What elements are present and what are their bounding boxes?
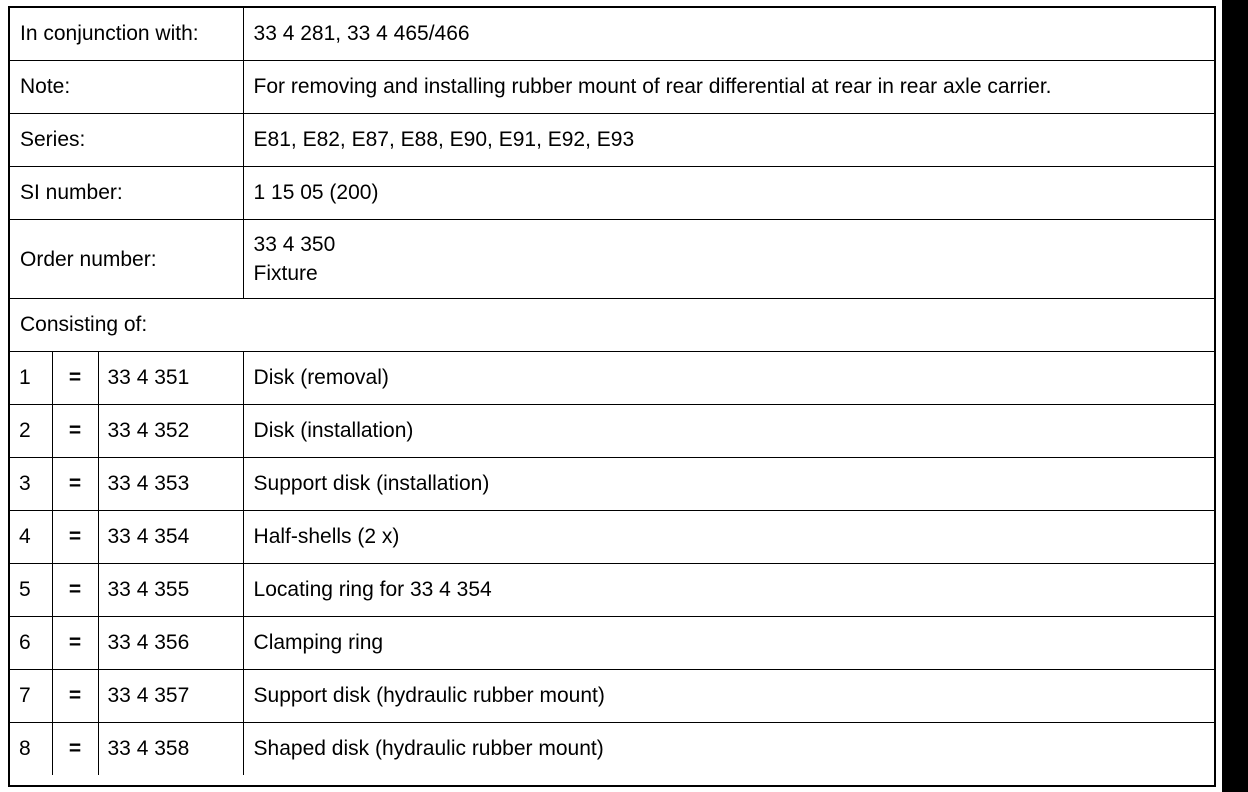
part-number: 33 4 353 <box>98 458 243 511</box>
part-row <box>10 564 1214 617</box>
part-description: Clamping ring <box>243 617 1214 670</box>
part-equals-sign: = <box>52 458 98 511</box>
part-description: Support disk (installation) <box>243 458 1214 511</box>
order-number: 33 4 350 <box>253 233 336 256</box>
part-number: 33 4 355 <box>98 564 243 617</box>
order-name: Fixture <box>253 262 318 285</box>
part-index: 1 <box>10 352 52 405</box>
si-number-row <box>10 167 1214 220</box>
series-row <box>10 114 1214 167</box>
part-row <box>10 617 1214 670</box>
part-index: 3 <box>10 458 52 511</box>
part-number: 33 4 354 <box>98 511 243 564</box>
order-number-value <box>243 220 1214 299</box>
part-index: 8 <box>10 723 52 776</box>
part-equals-sign: = <box>52 352 98 405</box>
part-equals-sign: = <box>52 405 98 458</box>
note-row <box>10 61 1214 114</box>
note-label: Note: <box>10 61 243 114</box>
part-index: 5 <box>10 564 52 617</box>
part-number: 33 4 351 <box>98 352 243 405</box>
consisting-of-label: Consisting of: <box>10 299 1214 352</box>
specification-table <box>10 8 1214 775</box>
series-label: Series: <box>10 114 243 167</box>
part-row <box>10 723 1214 776</box>
consisting-of-row <box>10 299 1214 352</box>
si-number-label: SI number: <box>10 167 243 220</box>
part-equals-sign: = <box>52 511 98 564</box>
part-description: Disk (installation) <box>243 405 1214 458</box>
part-index: 2 <box>10 405 52 458</box>
part-description: Disk (removal) <box>243 352 1214 405</box>
part-equals-sign: = <box>52 617 98 670</box>
part-description: Locating ring for 33 4 354 <box>243 564 1214 617</box>
part-index: 7 <box>10 670 52 723</box>
si-number-value: 1 15 05 (200) <box>243 167 1214 220</box>
part-index: 6 <box>10 617 52 670</box>
series-value: E81, E82, E87, E88, E90, E91, E92, E93 <box>243 114 1214 167</box>
part-number: 33 4 357 <box>98 670 243 723</box>
part-index: 4 <box>10 511 52 564</box>
part-equals-sign: = <box>52 564 98 617</box>
part-row <box>10 405 1214 458</box>
part-row <box>10 458 1214 511</box>
note-value: For removing and installing rubber mount of rear differential at rear in rear axle carrier. <box>243 61 1214 114</box>
part-number: 33 4 356 <box>98 617 243 670</box>
part-number: 33 4 358 <box>98 723 243 776</box>
conjunction-row <box>10 8 1214 61</box>
order-number-label: Order number: <box>10 220 243 299</box>
part-equals-sign: = <box>52 723 98 776</box>
conjunction-label: In conjunction with: <box>10 8 243 61</box>
right-edge-bar <box>1222 0 1248 792</box>
part-row <box>10 352 1214 405</box>
tool-specification-sheet <box>8 6 1216 787</box>
part-number: 33 4 352 <box>98 405 243 458</box>
part-row <box>10 511 1214 564</box>
part-row <box>10 670 1214 723</box>
part-equals-sign: = <box>52 670 98 723</box>
part-description: Half-shells (2 x) <box>243 511 1214 564</box>
order-number-row <box>10 220 1214 299</box>
conjunction-value: 33 4 281, 33 4 465/466 <box>243 8 1214 61</box>
part-description: Shaped disk (hydraulic rubber mount) <box>243 723 1214 776</box>
part-description: Support disk (hydraulic rubber mount) <box>243 670 1214 723</box>
